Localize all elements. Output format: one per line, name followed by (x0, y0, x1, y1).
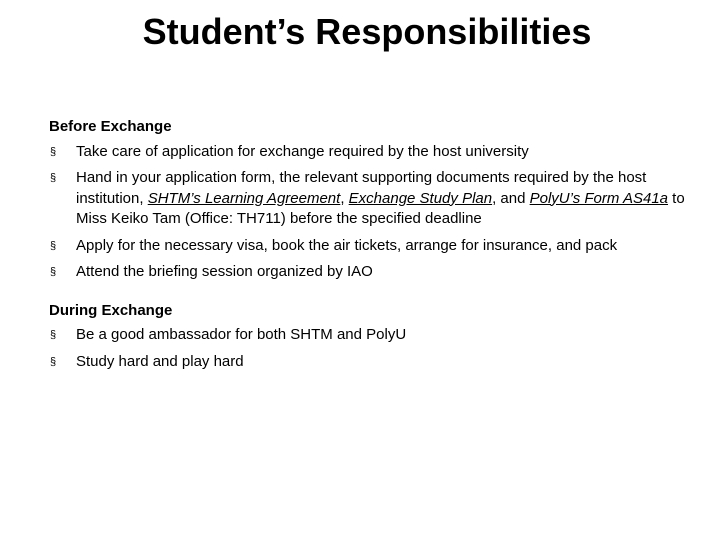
list-item-text-start: Hand in your application form, the relevant supporting documents required by the host institution, (76, 169, 647, 207)
during-exchange-list (49, 325, 699, 372)
during-exchange-heading: During Exchange (49, 301, 173, 319)
list-item-text: Study hard and play hard (76, 352, 244, 370)
exchange-study-plan-link[interactable]: Exchange Study Plan (348, 189, 493, 207)
list-item (49, 325, 699, 346)
bullet-icon: § (50, 239, 57, 252)
before-exchange-section (49, 117, 699, 283)
list-item-separator: , and (492, 189, 530, 207)
bullet-icon: § (50, 355, 57, 368)
list-item-text-end: to Miss Keiko Tam (Office: TH711) before the specified deadline (76, 189, 685, 227)
list-item (49, 352, 699, 373)
list-item (49, 262, 699, 283)
bullet-icon: § (50, 145, 57, 158)
learning-agreement-link[interactable]: SHTM’s Learning Agreement (147, 189, 341, 207)
list-item-text: Apply for the necessary visa, book the air tickets, arrange for insurance, and pack (76, 236, 618, 254)
bullet-icon: § (50, 266, 57, 278)
before-exchange-list (49, 142, 699, 283)
bullet-icon: § (50, 172, 57, 184)
form-as41a-link[interactable]: PolyU’s Form AS41a (529, 189, 669, 207)
bullet-icon: § (50, 329, 57, 341)
slide-content (49, 117, 699, 378)
list-item (49, 142, 699, 163)
list-item-separator: , (340, 189, 349, 207)
before-exchange-heading: Before Exchange (49, 118, 172, 135)
list-item-text: Be a good ambassador for both SHTM and PolyU (76, 326, 407, 343)
during-exchange-section (49, 301, 699, 373)
list-item-text: Attend the briefing session organized by IAO (76, 263, 373, 280)
list-item-text: Take care of application for exchange required by the host university (76, 142, 529, 160)
slide-title: Student’s Responsibilities (142, 11, 592, 52)
list-item (49, 168, 699, 230)
list-item (49, 236, 699, 257)
